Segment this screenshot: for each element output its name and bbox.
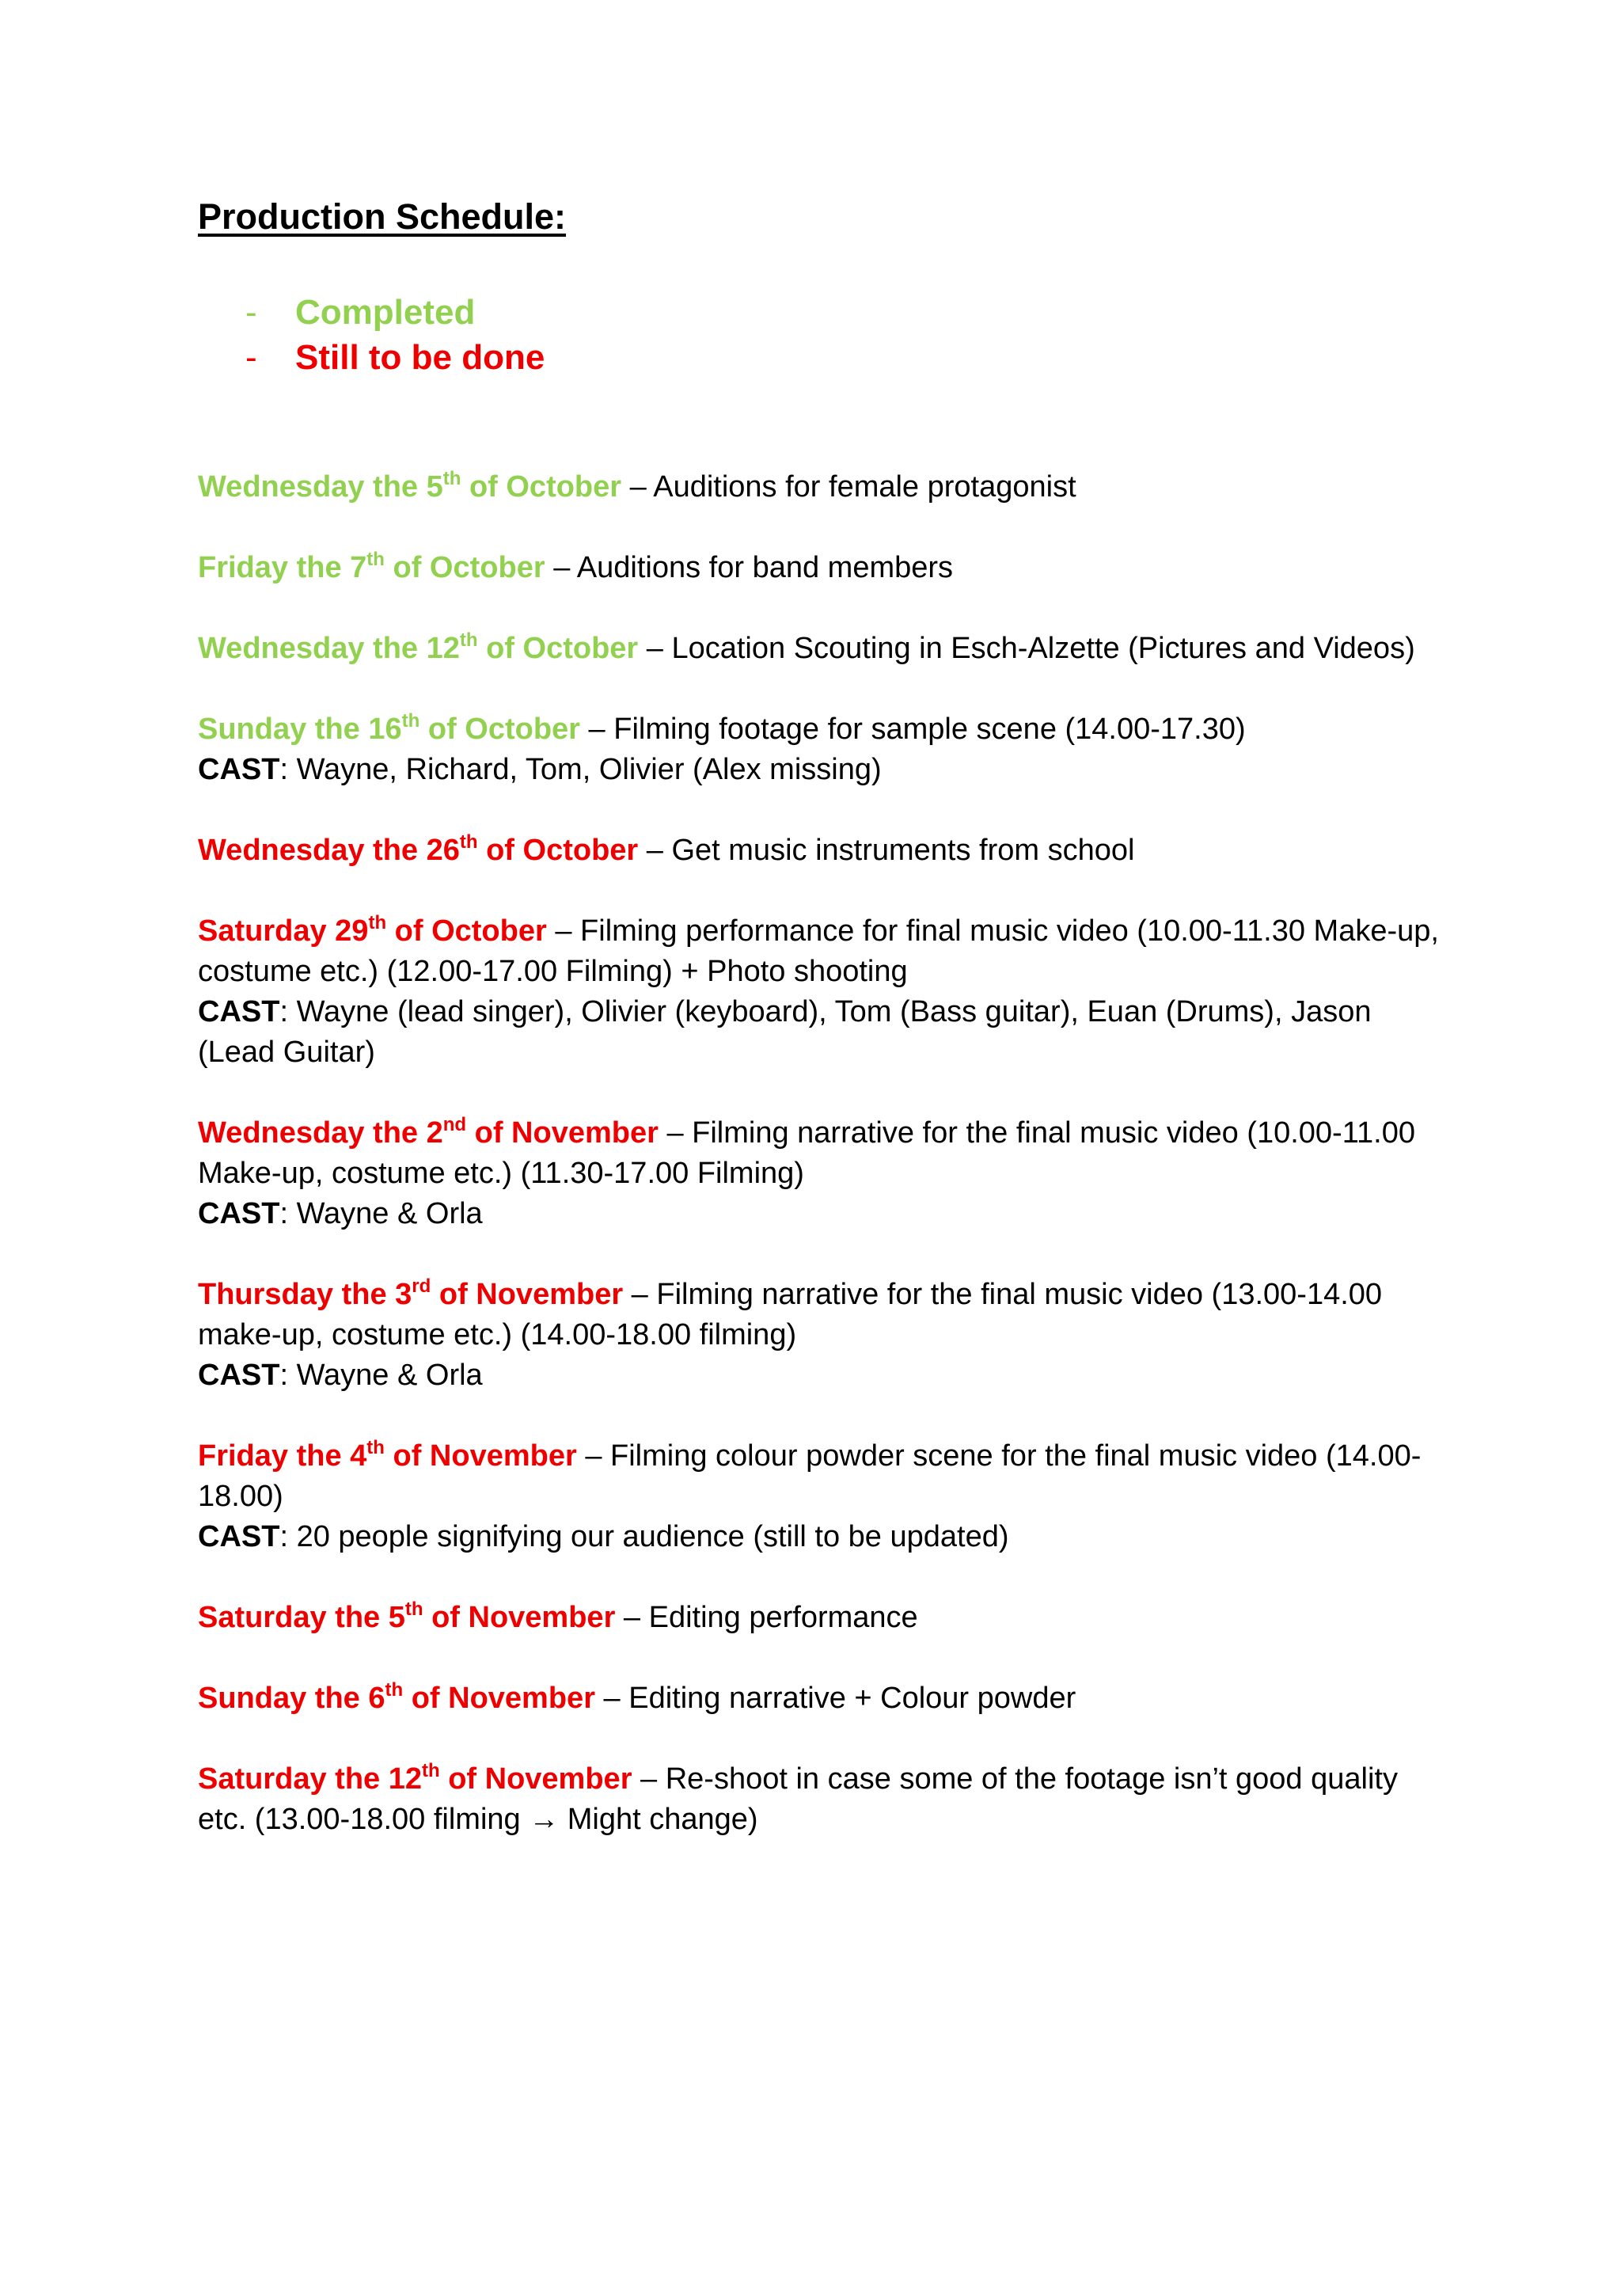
- entry-date-ordinal: th: [366, 549, 385, 570]
- entry-date-end: of October: [461, 470, 622, 504]
- entry-main-line: [198, 911, 1448, 992]
- entry-description: – Get music instruments from school: [638, 834, 1135, 867]
- entry-date-start: Friday the 7: [198, 551, 367, 584]
- legend-completed-label: Completed: [295, 293, 476, 332]
- entry-date-start: Wednesday the 5: [198, 470, 443, 504]
- entry-date: [198, 831, 639, 867]
- legend-completed: [245, 290, 545, 335]
- cast-names: Wayne & Orla: [288, 1359, 483, 1392]
- entry-main-line: [198, 548, 1448, 588]
- entry-cast-line: [198, 992, 1448, 1073]
- entry-date-start: Wednesday the 2: [198, 1116, 443, 1150]
- entry-main-line: [198, 629, 1448, 669]
- schedule-entry: [198, 709, 1448, 790]
- entry-date-ordinal: th: [368, 912, 387, 933]
- entry-description: – Auditions for female protagonist: [621, 470, 1076, 504]
- entry-date-ordinal: rd: [412, 1275, 431, 1297]
- entry-description: – Location Scouting in Esch-Alzette (Pictures and Videos): [638, 632, 1415, 665]
- cast-label: CAST: [198, 1359, 280, 1392]
- entry-date-ordinal: nd: [442, 1114, 467, 1135]
- entry-main-line: [198, 831, 1448, 871]
- entry-description: – Editing performance: [615, 1601, 918, 1634]
- entry-date-end: of October: [477, 834, 639, 867]
- entry-description: – Filming footage for sample scene (14.00-17.30): [579, 713, 1246, 746]
- entry-cast-line: [198, 1355, 1448, 1396]
- schedule-entry: [198, 548, 1448, 588]
- entry-date-end: of October: [419, 713, 580, 746]
- entry-main-line: [198, 1759, 1448, 1840]
- legend-pending-label: Still to be done: [295, 338, 545, 377]
- entry-cast-line: [198, 1517, 1448, 1557]
- cast-separator: :: [279, 1197, 289, 1230]
- cast-separator: :: [279, 995, 289, 1028]
- entry-date-end: of October: [384, 551, 545, 584]
- entry-date-start: Saturday 29: [198, 914, 369, 948]
- entry-date-start: Saturday the 5: [198, 1601, 405, 1634]
- entry-description: – Filming performance for final music video (10.00-11.30 Make-up, costume etc.) (12.00-17.00 Filming) + Photo shooting: [198, 914, 1439, 988]
- entry-date: [198, 914, 547, 948]
- entry-date-start: Friday the 4: [198, 1439, 367, 1473]
- cast-names: 20 people signifying our audience (still to be updated): [288, 1520, 1009, 1553]
- cast-separator: :: [279, 1359, 289, 1392]
- entry-date: [198, 1679, 595, 1715]
- entry-date-end: of November: [431, 1278, 624, 1311]
- entry-date: [198, 470, 621, 504]
- entry-main-line: [198, 1275, 1448, 1355]
- legend-dash: -: [245, 338, 257, 377]
- entry-date: [198, 1275, 624, 1311]
- entry-date-end: of October: [386, 914, 547, 948]
- cast-label: CAST: [198, 1520, 280, 1553]
- cast-names: Wayne & Orla: [288, 1197, 483, 1230]
- entry-date-end: of November: [439, 1762, 632, 1796]
- cast-separator: :: [279, 1520, 289, 1553]
- entry-date-start: Wednesday the 26: [198, 834, 460, 867]
- entry-date-ordinal: th: [459, 629, 478, 651]
- legend-dash: -: [245, 293, 257, 332]
- entry-date-ordinal: th: [401, 710, 420, 732]
- entry-cast-line: [198, 750, 1448, 790]
- cast-label: CAST: [198, 1197, 280, 1230]
- entry-main-line: [198, 709, 1448, 750]
- entry-date-ordinal: th: [459, 831, 478, 853]
- entry-date-start: Thursday the 3: [198, 1278, 412, 1311]
- schedule-entry: [198, 1759, 1448, 1840]
- cast-names: Wayne, Richard, Tom, Olivier (Alex missing): [288, 753, 882, 786]
- entry-main-line: [198, 1678, 1448, 1719]
- schedule-entry: [198, 1678, 1448, 1719]
- entry-date-ordinal: th: [404, 1598, 423, 1620]
- entry-cast-line: [198, 1194, 1448, 1234]
- entry-main-line: [198, 1113, 1448, 1194]
- legend-pending: [245, 335, 545, 380]
- entry-date: [198, 1439, 577, 1473]
- entry-date-ordinal: th: [442, 468, 461, 489]
- schedule-entry: [198, 629, 1448, 669]
- entry-date: [198, 1762, 632, 1796]
- schedule-entry: [198, 911, 1448, 1073]
- entry-main-line: [198, 1436, 1448, 1517]
- schedule-entry: [198, 1436, 1448, 1557]
- cast-separator: :: [279, 753, 289, 786]
- schedule-entry: [198, 1275, 1448, 1396]
- schedule-entry: [198, 1113, 1448, 1234]
- schedule-list: [198, 467, 1448, 1880]
- status-legend: [245, 290, 545, 380]
- entry-date-ordinal: th: [422, 1760, 440, 1781]
- entry-date-end: of October: [477, 632, 639, 665]
- entry-date: [198, 551, 545, 584]
- entry-date-ordinal: th: [366, 1437, 385, 1458]
- entry-date-end: of November: [423, 1601, 616, 1634]
- entry-main-line: [198, 1598, 1448, 1638]
- entry-date: [198, 629, 639, 665]
- entry-date-start: Sunday the 16: [198, 713, 402, 746]
- entry-date-start: Saturday the 12: [198, 1762, 422, 1796]
- entry-description: – Filming colour powder scene for the final music video (14.00-18.00): [198, 1439, 1422, 1513]
- entry-main-line: [198, 467, 1448, 507]
- entry-description: – Re-shoot in case some of the footage isn’t good quality etc. (13.00-18.00 filming → Might change): [198, 1762, 1398, 1836]
- entry-date: [198, 710, 580, 746]
- cast-label: CAST: [198, 753, 280, 786]
- entry-date: [198, 1116, 659, 1150]
- cast-names: Wayne (lead singer), Olivier (keyboard), Tom (Bass guitar), Euan (Drums), Jason (Lead Guitar): [198, 995, 1372, 1069]
- entry-date-end: of November: [466, 1116, 659, 1150]
- entry-date: [198, 1598, 616, 1634]
- schedule-entry: [198, 831, 1448, 871]
- page-title: Production Schedule:: [198, 196, 567, 237]
- cast-label: CAST: [198, 995, 280, 1028]
- entry-date-ordinal: th: [385, 1679, 404, 1701]
- entry-date-end: of November: [403, 1682, 595, 1715]
- schedule-entry: [198, 1598, 1448, 1638]
- entry-description: – Filming narrative for the final music video (13.00-14.00 make-up, costume etc.) (14.00-18.00 filming): [198, 1278, 1383, 1351]
- entry-date-start: Wednesday the 12: [198, 632, 460, 665]
- entry-date-end: of November: [384, 1439, 577, 1473]
- entry-description: – Editing narrative + Colour powder: [594, 1682, 1076, 1715]
- entry-description: – Filming narrative for the final music video (10.00-11.00 Make-up, costume etc.) (11.30-17.00 Filming): [198, 1116, 1415, 1190]
- entry-description: – Auditions for band members: [545, 551, 954, 584]
- entry-date-start: Sunday the 6: [198, 1682, 385, 1715]
- schedule-entry: [198, 467, 1448, 507]
